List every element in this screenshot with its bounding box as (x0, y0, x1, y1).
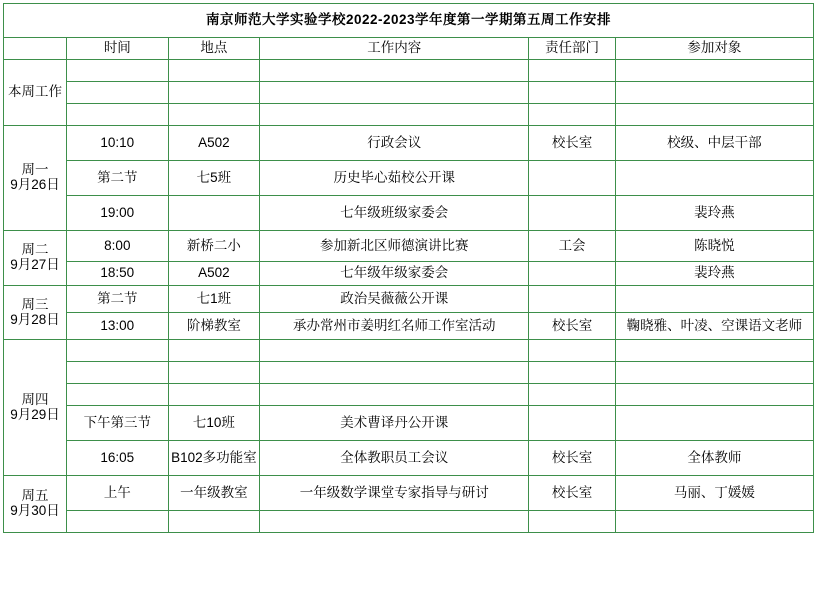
table-row (4, 126, 814, 161)
table-row (4, 362, 814, 384)
cell-dept: 校长室 (529, 476, 615, 511)
table-row (4, 231, 814, 262)
cell-content: 历史毕心茹校公开课 (260, 161, 529, 196)
cell-content: 参加新北区师德演讲比赛 (260, 231, 529, 262)
cell-place: A502 (168, 126, 259, 161)
cell-dept: 校长室 (529, 126, 615, 161)
cell-target (615, 82, 813, 104)
cell-time: 下午第三节 (67, 406, 169, 441)
cell-time: 16:05 (67, 441, 169, 476)
cell-target: 裴玲燕 (615, 262, 813, 286)
cell-target (615, 511, 813, 533)
cell-dept (529, 196, 615, 231)
day-label-monday (4, 126, 67, 231)
cell-place (168, 82, 259, 104)
cell-place: 一年级教室 (168, 476, 259, 511)
day-date: 9月28日 (10, 311, 60, 327)
cell-place (168, 60, 259, 82)
cell-target (615, 362, 813, 384)
cell-place: 七5班 (168, 161, 259, 196)
cell-target (615, 340, 813, 362)
cell-time (67, 82, 169, 104)
table-row (4, 60, 814, 82)
cell-dept (529, 384, 615, 406)
cell-dept (529, 362, 615, 384)
cell-content: 全体教职员工会议 (260, 441, 529, 476)
column-header-dept: 责任部门 (529, 38, 615, 60)
cell-dept: 校长室 (529, 441, 615, 476)
cell-target: 鞠晓雅、叶凌、空课语文老师 (615, 313, 813, 340)
cell-content (260, 384, 529, 406)
cell-place (168, 362, 259, 384)
cell-time (67, 384, 169, 406)
cell-dept (529, 286, 615, 313)
day-date: 9月29日 (10, 406, 60, 422)
table-title-row (4, 4, 814, 38)
cell-time: 18:50 (67, 262, 169, 286)
cell-place: B102多功能室 (168, 441, 259, 476)
cell-time: 19:00 (67, 196, 169, 231)
day-name: 周四 (21, 391, 49, 407)
table-row (4, 406, 814, 441)
cell-time: 上午 (67, 476, 169, 511)
cell-time: 10:10 (67, 126, 169, 161)
cell-place (168, 196, 259, 231)
cell-target: 校级、中层干部 (615, 126, 813, 161)
day-name: 周一 (21, 162, 49, 178)
cell-target (615, 161, 813, 196)
weekly-schedule-table (3, 3, 814, 533)
cell-time (67, 60, 169, 82)
cell-dept: 工会 (529, 231, 615, 262)
day-label-friday (4, 476, 67, 533)
table-row (4, 104, 814, 126)
table-row (4, 511, 814, 533)
cell-time: 第二节 (67, 161, 169, 196)
cell-target: 全体教师 (615, 441, 813, 476)
day-date: 9月30日 (10, 503, 60, 518)
this-week-label: 本周工作 (4, 60, 67, 126)
column-header-time: 时间 (67, 38, 169, 60)
table-row (4, 286, 814, 313)
day-date: 9月26日 (10, 177, 60, 192)
cell-content: 行政会议 (260, 126, 529, 161)
cell-content: 七年级年级家委会 (260, 262, 529, 286)
cell-target: 裴玲燕 (615, 196, 813, 231)
cell-dept (529, 340, 615, 362)
column-header-content: 工作内容 (260, 38, 529, 60)
day-name: 周二 (21, 242, 49, 258)
cell-time (67, 340, 169, 362)
cell-place: 七1班 (168, 286, 259, 313)
day-label-thursday (4, 340, 67, 476)
cell-dept (529, 60, 615, 82)
cell-place (168, 104, 259, 126)
cell-place: 新桥二小 (168, 231, 259, 262)
cell-content (260, 82, 529, 104)
page-title: 南京师范大学实验学校2022-2023学年度第一学期第五周工作安排 (4, 4, 814, 38)
column-header-place: 地点 (168, 38, 259, 60)
table-row (4, 441, 814, 476)
column-header-target: 参加对象 (615, 38, 813, 60)
table-row (4, 196, 814, 231)
cell-dept (529, 104, 615, 126)
cell-time: 第二节 (67, 286, 169, 313)
day-name: 周三 (21, 296, 49, 312)
cell-target (615, 104, 813, 126)
cell-time (67, 362, 169, 384)
cell-dept (529, 161, 615, 196)
cell-target (615, 60, 813, 82)
cell-dept: 校长室 (529, 313, 615, 340)
cell-target (615, 384, 813, 406)
table-row (4, 476, 814, 511)
table-row (4, 313, 814, 340)
cell-place (168, 511, 259, 533)
cell-content: 美术曹译丹公开课 (260, 406, 529, 441)
day-date: 9月27日 (10, 257, 60, 272)
cell-place (168, 384, 259, 406)
cell-content: 七年级班级家委会 (260, 196, 529, 231)
cell-target: 陈晓悦 (615, 231, 813, 262)
cell-content: 一年级数学课堂专家指导与研讨 (260, 476, 529, 511)
cell-place: A502 (168, 262, 259, 286)
cell-dept (529, 262, 615, 286)
cell-place (168, 340, 259, 362)
cell-content (260, 340, 529, 362)
cell-dept (529, 82, 615, 104)
cell-dept (529, 511, 615, 533)
cell-target: 马丽、丁媛媛 (615, 476, 813, 511)
cell-target (615, 406, 813, 441)
table-header-row (4, 38, 814, 60)
spreadsheet-sheet (0, 3, 817, 604)
cell-target (615, 286, 813, 313)
table-row (4, 384, 814, 406)
cell-time: 8:00 (67, 231, 169, 262)
table-row (4, 82, 814, 104)
cell-content: 政治吴薇薇公开课 (260, 286, 529, 313)
day-name: 周五 (21, 488, 49, 504)
day-label-wednesday (4, 286, 67, 340)
cell-time (67, 511, 169, 533)
cell-time: 13:00 (67, 313, 169, 340)
table-row (4, 262, 814, 286)
cell-dept (529, 406, 615, 441)
table-row (4, 161, 814, 196)
cell-content (260, 60, 529, 82)
cell-place: 七10班 (168, 406, 259, 441)
cell-content (260, 362, 529, 384)
cell-content (260, 511, 529, 533)
cell-time (67, 104, 169, 126)
cell-place: 阶梯教室 (168, 313, 259, 340)
cell-content: 承办常州市姜明红名师工作室活动 (260, 313, 529, 340)
cell-content (260, 104, 529, 126)
day-label-tuesday (4, 231, 67, 286)
table-row (4, 340, 814, 362)
header-corner (4, 38, 67, 60)
